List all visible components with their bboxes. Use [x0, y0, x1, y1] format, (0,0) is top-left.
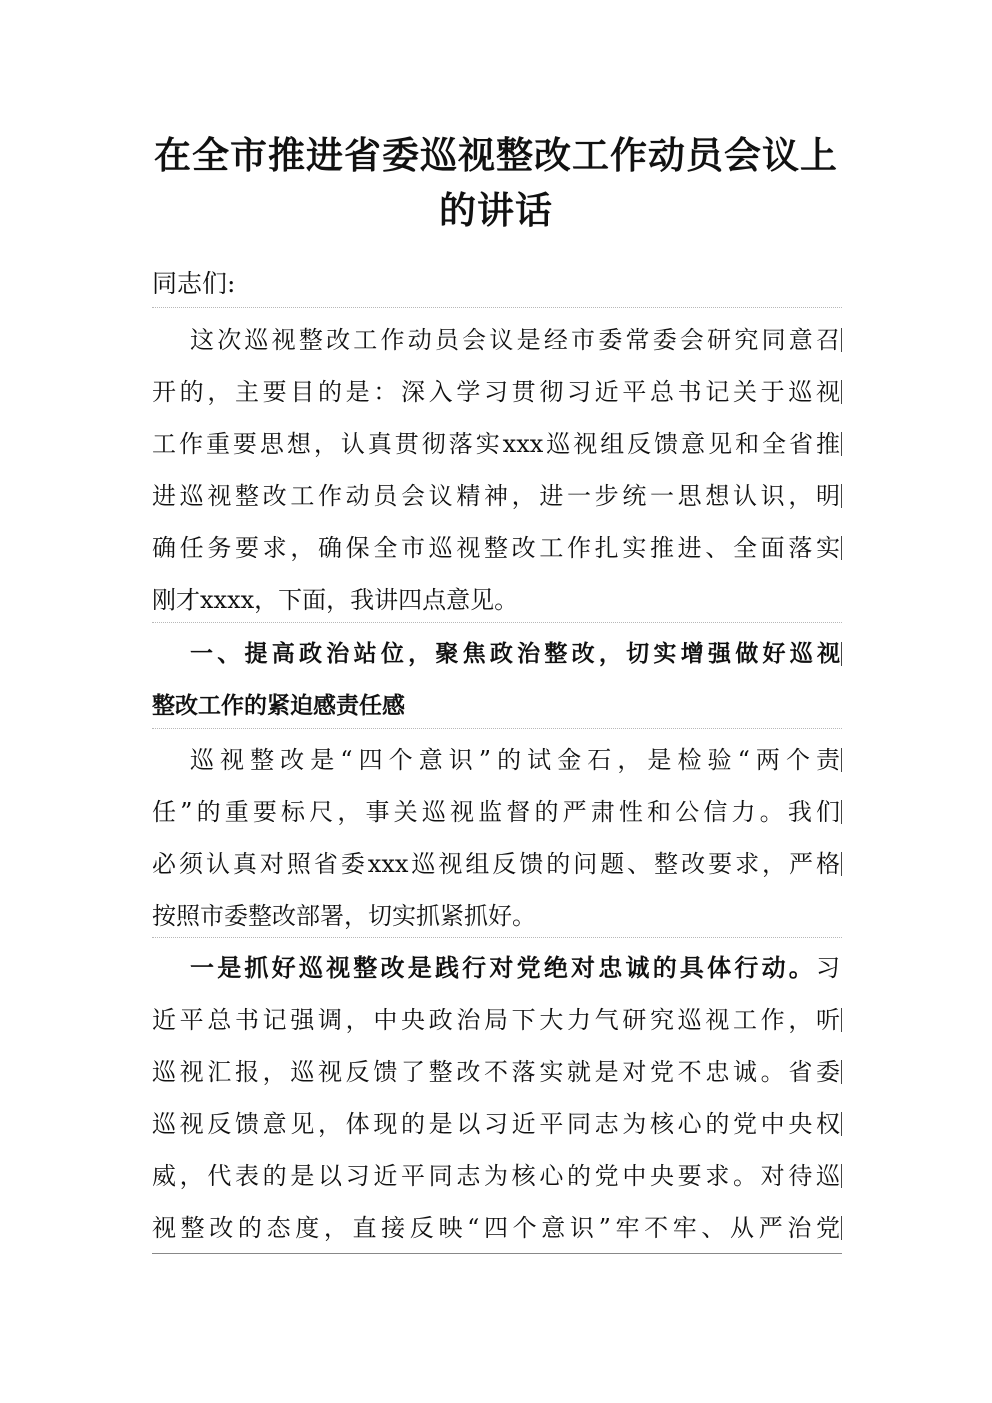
margin-bar — [841, 484, 842, 508]
divider — [152, 728, 842, 729]
paragraph-2-line: 按照市委整改部署，切实抓紧抓好。 — [152, 902, 536, 930]
margin-bar — [841, 1060, 842, 1084]
margin-bar — [841, 1112, 842, 1136]
paragraph-3-line: 巡视汇报，巡视反馈了整改不落实就是对党不忠诚。省委 — [152, 1058, 840, 1086]
paragraph-2-line: 任”的重要标尺，事关巡视监督的严肃性和公信力。我们 — [152, 798, 840, 826]
section-heading-line: 整改工作的紧迫感责任感 — [152, 693, 405, 719]
divider — [152, 622, 842, 623]
paragraph-3-bold-lead: 一是抓好巡视整改是践行对党绝对忠诚的具体行动。 — [190, 954, 816, 982]
paragraph-3-line: 视整改的态度，直接反映“四个意识”牢不牢、从严治党 — [152, 1214, 840, 1242]
paragraph-2-line: 必须认真对照省委xxx巡视组反馈的问题、整改要求，严格 — [152, 850, 840, 878]
salutation: 同志们: — [152, 269, 236, 298]
divider — [152, 937, 842, 938]
paragraph-1-line: 进巡视整改工作动员会议精神，进一步统一思想认识，明 — [152, 482, 840, 510]
paragraph-3-lead-line — [190, 942, 840, 994]
page-bottom-rule — [152, 1253, 842, 1254]
paragraph-3-lead-rest: 习 — [816, 954, 840, 982]
margin-bar — [841, 328, 842, 352]
document-title-line-2: 的讲话 — [439, 188, 553, 232]
paragraph-1-line: 工作重要思想，认真贯彻落实xxx巡视组反馈意见和全省推 — [152, 430, 840, 458]
margin-bar — [841, 536, 842, 560]
paragraph-1-line: 这次巡视整改工作动员会议是经市委常委会研究同意召 — [190, 326, 840, 354]
margin-bar — [841, 800, 842, 824]
margin-bar — [841, 642, 842, 666]
margin-bar — [841, 380, 842, 404]
paragraph-1-line: 确任务要求，确保全市巡视整改工作扎实推进、全面落实 — [152, 534, 840, 562]
divider — [152, 307, 842, 308]
paragraph-3-line: 巡视反馈意见，体现的是以习近平同志为核心的党中央权 — [152, 1110, 840, 1138]
section-heading-line: 一、提高政治站位，聚焦政治整改，切实增强做好巡视 — [190, 641, 840, 667]
paragraph-1-line: 刚才xxxx，下面，我讲四点意见。 — [152, 586, 519, 614]
margin-bar — [841, 852, 842, 876]
document-title-line-1: 在全市推进省委巡视整改工作动员会议上 — [154, 133, 838, 177]
paragraph-2-line: 巡视整改是“四个意识”的试金石，是检验“两个责 — [190, 746, 840, 774]
paragraph-3-line: 近平总书记强调，中央政治局下大力气研究巡视工作，听 — [152, 1006, 840, 1034]
margin-bar — [841, 748, 842, 772]
margin-bar — [841, 1164, 842, 1188]
paragraph-3-line: 威，代表的是以习近平同志为核心的党中央要求。对待巡 — [152, 1162, 840, 1190]
margin-bar — [841, 1008, 842, 1032]
paragraph-1-line: 开的，主要目的是：深入学习贯彻习近平总书记关于巡视 — [152, 378, 840, 406]
margin-bar — [841, 432, 842, 456]
margin-bar — [841, 1216, 842, 1240]
